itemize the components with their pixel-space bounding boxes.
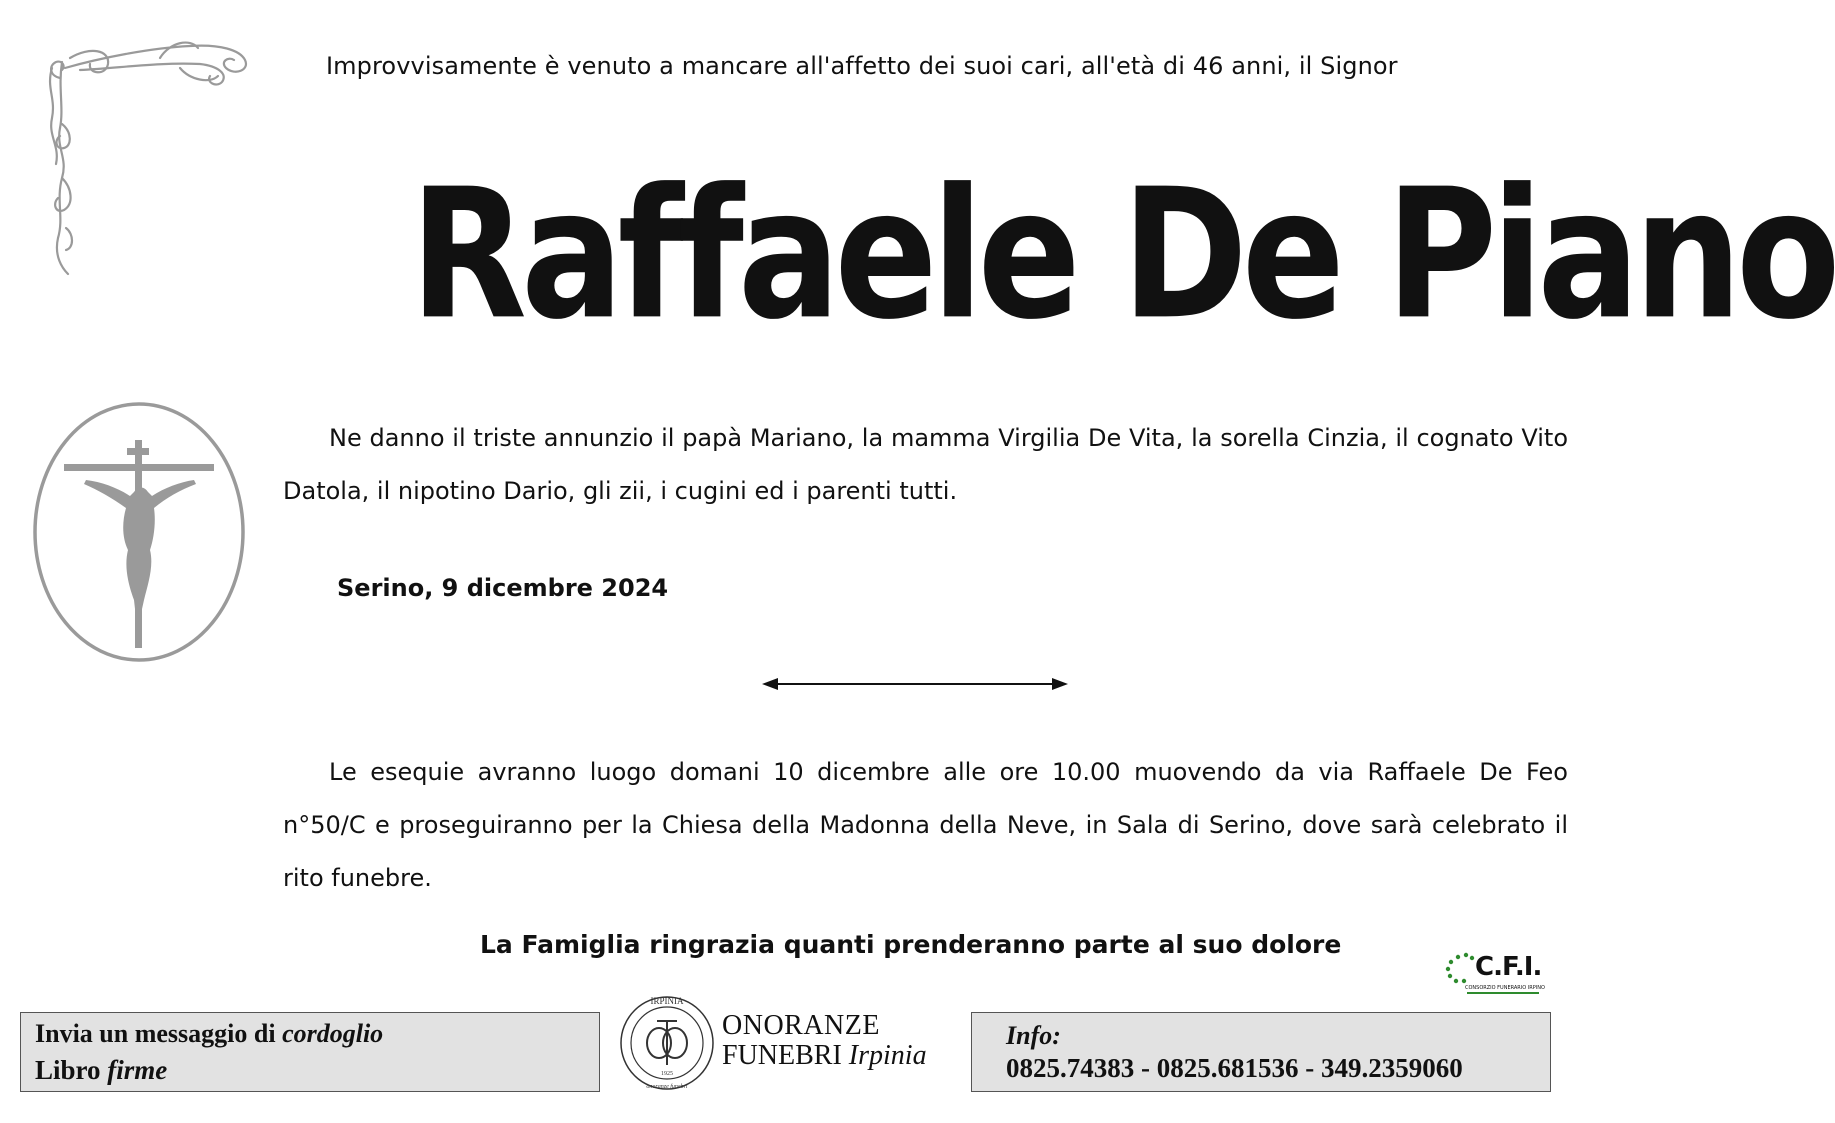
logo-year: 1925	[661, 1071, 673, 1077]
funeral-home-logo-icon	[617, 993, 717, 1093]
funeral-details-body: Le esequie avranno luogo domani 10 dicembre alle ore 10.00 muovendo da via Raffaele De Feo n°50/C e proseguiranno per la Chiesa della Madonna della Neve, in Sala di Serino, dove sarà celebrato il rito funebre.	[283, 758, 1568, 892]
brand-line-2	[722, 1040, 927, 1072]
deceased-name: Raffaele De Piano	[410, 150, 1835, 359]
guestbook-link[interactable]	[35, 1055, 167, 1086]
info-label: Info:	[1006, 1021, 1061, 1050]
intro-text: Improvvisamente è venuto a mancare all'affetto dei suoi cari, all'età di 46 anni, il Signor	[326, 52, 1398, 80]
brand-line-2-prefix: FUNEBRI	[722, 1040, 849, 1071]
message-prefix: Invia un messaggio di	[35, 1019, 283, 1048]
cfi-logo-icon	[1445, 950, 1545, 998]
cfi-subtitle: CONSORZIO FUNERARIO IRPINO	[1465, 985, 1545, 991]
announcement-body: Ne danno il triste annunzio il papà Mariano, la mamma Virgilia De Vita, la sorella Cinzia, il cognato Vito Datola, il nipotino Dario, gli zii, i cugini ed i parenti tutti.	[283, 424, 1568, 505]
cfi-underline	[1467, 992, 1539, 994]
announcement-text	[283, 412, 1568, 518]
place-date: Serino, 9 dicembre 2024	[337, 574, 669, 602]
phone-numbers[interactable]: 0825.74383 - 0825.681536 - 349.2359060	[1006, 1053, 1463, 1083]
family-thanks: La Famiglia ringrazia quanti prenderanno parte al suo dolore	[480, 930, 1342, 959]
crucifix-icon	[30, 400, 248, 666]
brand-line-2-emphasis: Irpinia	[848, 1040, 927, 1071]
corner-flourish-icon	[40, 28, 255, 288]
condolence-box[interactable]	[20, 1012, 600, 1092]
cfi-label: C.F.I.	[1475, 952, 1542, 982]
double-arrow-icon	[760, 674, 1070, 694]
funeral-details-text	[283, 746, 1568, 905]
logo-bottom-text: onoranze funebri	[646, 1084, 688, 1090]
message-emphasis: cordoglio	[282, 1019, 384, 1048]
send-condolence-link[interactable]	[35, 1019, 383, 1049]
brand-line-1: ONORANZE	[722, 1010, 880, 1041]
book-emphasis: firme	[107, 1055, 168, 1085]
logo-ring-text: IRPINIA	[650, 996, 684, 1006]
info-box	[971, 1012, 1551, 1092]
book-prefix: Libro	[35, 1055, 108, 1085]
